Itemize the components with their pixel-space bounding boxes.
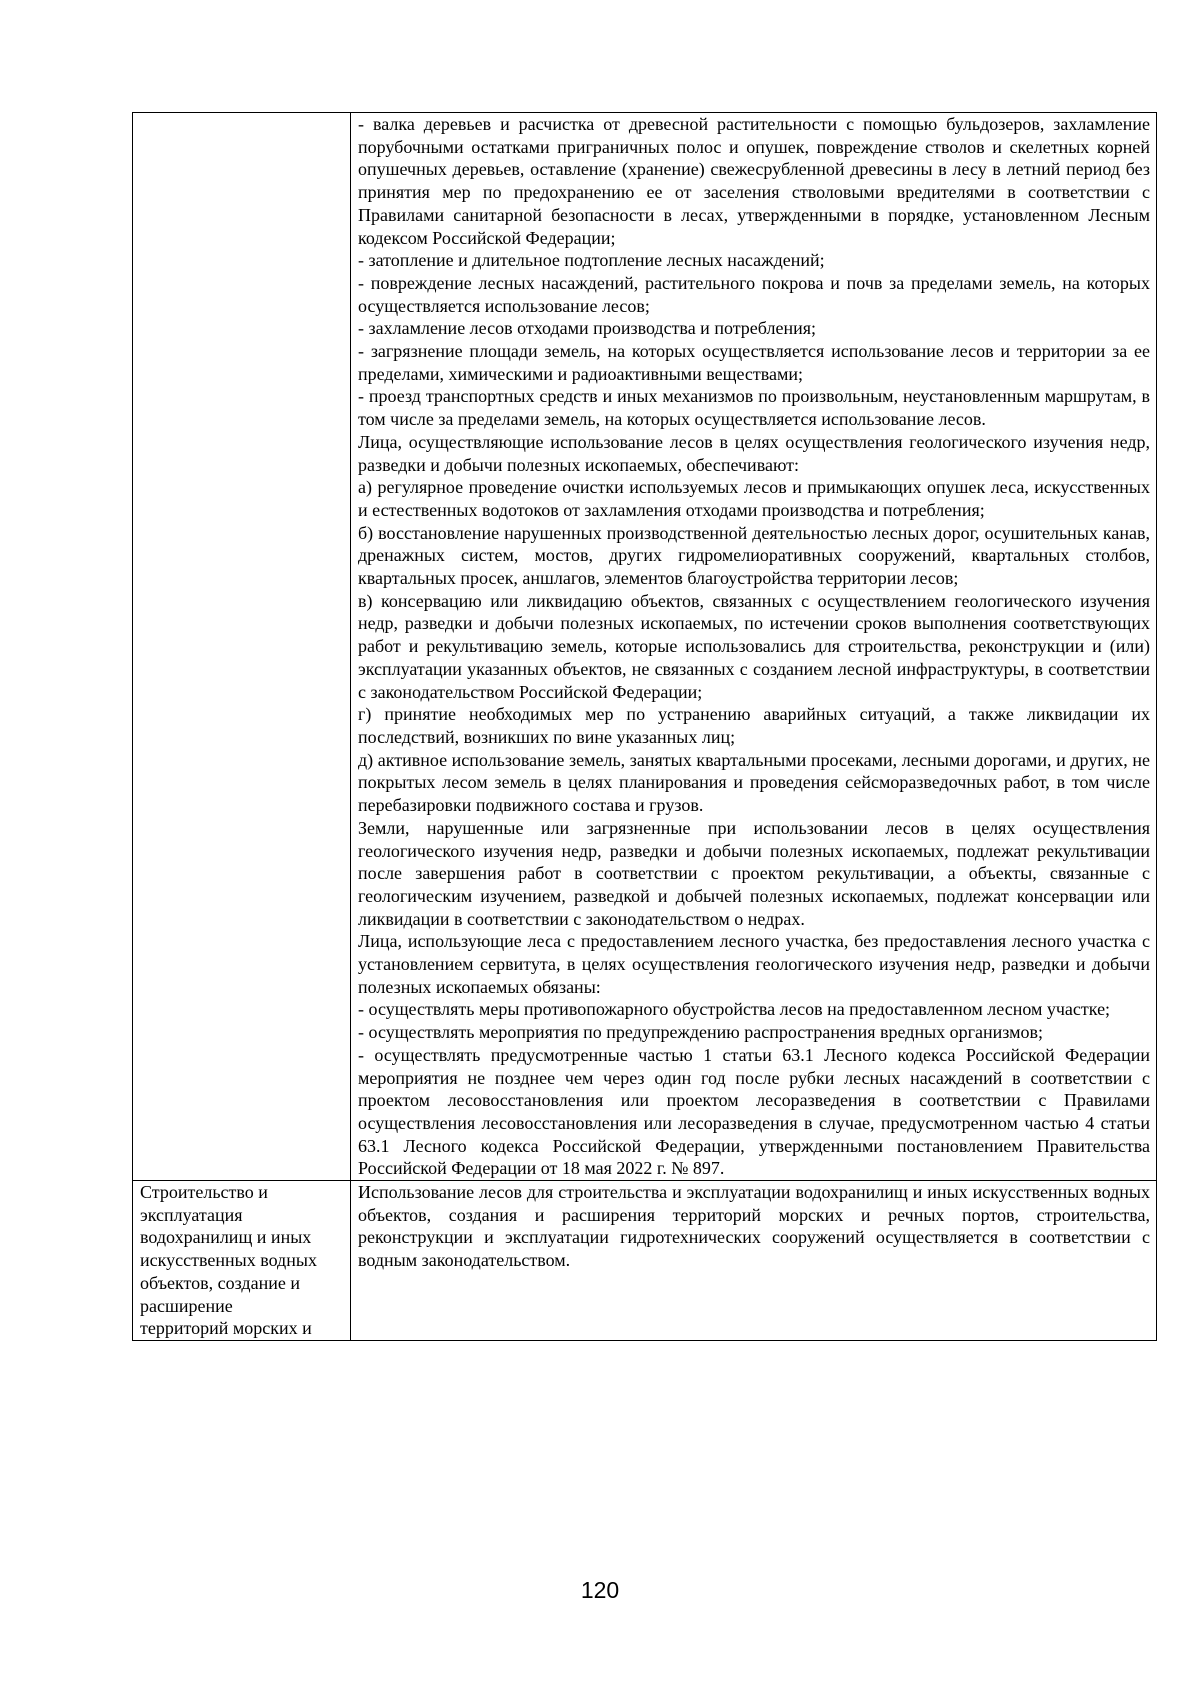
paragraph: - осуществлять мероприятия по предупреждению распространения вредных организмов; xyxy=(358,1022,1044,1043)
paragraph: Лица, осуществляющие использование лесов в целях осуществления геологического изучения недр, разведки и добычи полезных ископаемых, обеспечивают: xyxy=(358,431,1150,475)
paragraph: б) восстановление нарушенных производственной деятельностью лесных дорог, осушительных канав, дренажных систем, мостов, других гидромелиоративных сооружений, квартальных столбов, квартальных просек, аншлагов, элементов благоустройства территории лесов; xyxy=(358,522,1150,589)
paragraph: - валка деревьев и расчистка от древесной растительности с помощью бульдозеров, захламление порубочными остатками приграничных полос и опушек, повреждение стволов и скелетных корней опушечных деревьев, оставление (хранение) свежесрубленной древесины в лесу в летний период без принятия мер по предохранению ее от заселения стволовыми вредителями в соответствии с Правилами санитарной безопасности в лесах, утвержденными в порядке, установленном Лесным кодексом Российской Федерации; xyxy=(358,114,1150,248)
paragraph: Лица, использующие леса с предоставлением лесного участка, без предоставления лесного участка с установлением сервитута, в целях осуществления геологического изучения недр, разведки и добычи полезных ископаемых обязаны: xyxy=(358,931,1150,997)
row-heading-line: объектов, создание и xyxy=(140,1272,300,1293)
paragraph: Земли, нарушенные или загрязненные при использовании лесов в целях осуществления геологического изучения недр, разведки и добычи полезных ископаемых, подлежат рекультивации после завершения работ в соответствии с проектом рекультивации, а объекты, связанные с геологическим изучением, разведкой и добычей полезных ископаемых, подлежат консервации или ликвидации в соответствии с законодательством о недрах. xyxy=(358,817,1150,929)
paragraph: - затопление и длительное подтопление лесных насаждений; xyxy=(358,250,825,271)
paragraph: в) консервацию или ликвидацию объектов, связанных с осуществлением геологического изучения недр, разведки и добычи полезных ископаемых, по истечении сроков выполнения соответствующих работ и рекультивацию земель, которые использовались для строительства, реконструкции и (или) эксплуатации указанных объектов, не связанных с созданием лесной инфраструктуры, в соответствии с законодательством Российской Федерации; xyxy=(358,590,1150,702)
paragraph: - проезд транспортных средств и иных механизмов по произвольным, неустановленным маршрутам, в том числе за пределами земель, на которых осуществляется использование лесов. xyxy=(358,386,1150,430)
paragraph: - захламление лесов отходами производства и потребления; xyxy=(358,318,817,339)
row2-right-cell xyxy=(351,1181,1157,1341)
paragraph: а) регулярное проведение очистки используемых лесов и примыкающих опушек леса, искусственных и естественных водотоков от захламления отходами производства и потребления; xyxy=(358,477,1150,520)
row-heading-line: Строительство и xyxy=(140,1182,268,1203)
paragraph: - загрязнение площади земель, на которых осуществляется использование лесов и территории за ее пределами, химическими и радиоактивными веществами; xyxy=(358,341,1150,384)
paragraph: д) активное использование земель, занятых квартальными просеками, лесными дорогами, и других, не покрытых лесом земель в целях планирования и проведения сейсморазведочных работ, в том числе перебазировки подвижного состава и грузов. xyxy=(358,749,1150,816)
paragraph: г) принятие необходимых мер по устранению аварийных ситуаций, а также ликвидации их последствий, возникших по вине указанных лиц; xyxy=(358,704,1150,747)
page-number: 120 xyxy=(580,1577,620,1603)
paragraph: - повреждение лесных насаждений, растительного покрова и почв за пределами земель, на которых осуществляется использование лесов; xyxy=(358,272,1150,316)
row1-right-cell xyxy=(351,113,1157,1181)
row2-left-cell xyxy=(133,1181,351,1341)
table-row xyxy=(133,1181,1157,1341)
paragraph: - осуществлять предусмотренные частью 1 статьи 63.1 Лесного кодекса Российской Федерации мероприятия не позднее чем через один год после рубки лесных насаждений в соответствии с проектом лесовосстановления или проектом лесоразведения в соответствии с Правилами осуществления лесовосстановления или лесоразведения в случае, предусмотренном частью 4 статьи 63.1 Лесного кодекса Российской Федерации, утвержденными постановлением Правительства Российской Федерации от 18 мая 2022 г. № 897. xyxy=(358,1044,1150,1179)
table-row xyxy=(133,113,1157,1181)
row-heading-line: эксплуатация xyxy=(140,1204,243,1225)
row-heading-line: расширение xyxy=(140,1295,233,1316)
row-heading-line: водохранилищ и иных xyxy=(140,1227,312,1248)
row-heading-line: искусственных водных xyxy=(140,1250,317,1271)
paragraph: - осуществлять меры противопожарного обустройства лесов на предоставленном лесном участке; xyxy=(358,999,1111,1020)
row-heading-line: территорий морских и xyxy=(140,1318,312,1339)
document-table xyxy=(132,112,1157,1341)
row1-left-cell xyxy=(133,113,351,1181)
paragraph: Использование лесов для строительства и эксплуатации водохранилищ и иных искусственных водных объектов, создания и расширения территорий морских и речных портов, строительства, реконструкции и эксплуатации гидротехнических сооружений осуществляется в соответствии с водным законодательством. xyxy=(358,1182,1150,1271)
